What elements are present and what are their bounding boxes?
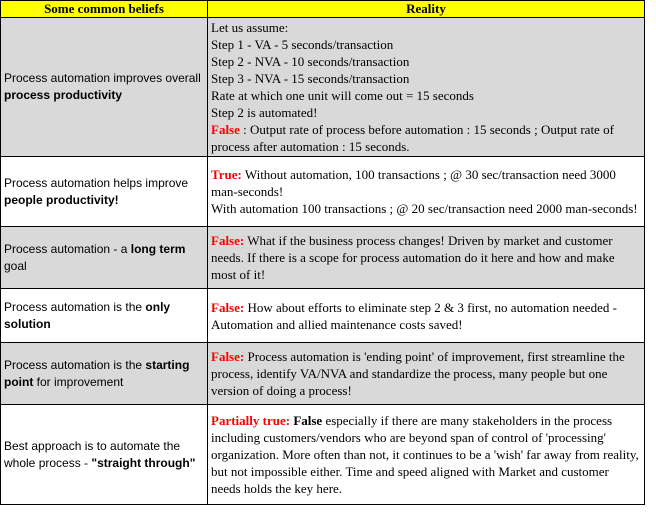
reality-text: : Output rate of process before automation : 15 seconds ; Output rate of process after automation : 15 seconds. xyxy=(211,122,614,154)
verdict-emphasis: False xyxy=(290,413,323,428)
table-row xyxy=(1,18,645,157)
table-row xyxy=(1,289,645,343)
reality-cell xyxy=(208,227,645,289)
verdict-label: False: xyxy=(211,349,245,364)
belief-emphasis: only solution xyxy=(4,299,171,331)
belief-text: Process automation is the xyxy=(4,357,146,372)
reality-line: Step 2 is automated! xyxy=(211,105,318,120)
reality-cell xyxy=(208,289,645,343)
belief-emphasis: long term xyxy=(130,241,186,256)
reality-text: Without automation, 100 transactions ; @ 30 sec/transaction need 3000 man-seconds! xyxy=(211,167,616,199)
table-row xyxy=(1,227,645,289)
reality-text: Process automation is 'ending point' of improvement, first streamline the process, identify VA/NVA and standardize the process, many people but one version of doing a process! xyxy=(211,349,625,398)
verdict-label: Partially true: xyxy=(211,413,291,428)
belief-text: Process automation improves overall xyxy=(4,71,201,85)
reality-line: Step 3 - NVA - 15 seconds/transaction xyxy=(211,71,410,86)
reality-cell xyxy=(208,405,645,505)
verdict-label: True: xyxy=(211,167,242,182)
belief-text: Process automation helps improve xyxy=(4,175,189,190)
table-row xyxy=(1,343,645,405)
reality-text: How about efforts to eliminate step 2 & 3 first, no automation needed - Automation and allied maintenance costs saved! xyxy=(211,299,617,332)
belief-cell xyxy=(1,18,208,157)
belief-text: Process automation - a xyxy=(4,241,131,256)
belief-emphasis: people productivity! xyxy=(4,192,119,207)
table-row xyxy=(1,157,645,227)
reality-line: Step 2 - NVA - 10 seconds/transaction xyxy=(211,54,410,69)
verdict-label: False xyxy=(211,122,240,137)
reality-cell xyxy=(208,18,645,157)
belief-cell xyxy=(1,405,208,505)
belief-text: for improvement xyxy=(33,374,124,389)
reality-text: With automation 100 transactions ; @ 20 sec/transaction need 2000 man-seconds! xyxy=(211,201,638,216)
reality-line: Rate at which one unit will come out = 15 seconds xyxy=(211,88,474,103)
table-row xyxy=(1,405,645,505)
belief-emphasis: "straight through" xyxy=(91,455,196,470)
belief-text: Best approach is to automate the whole process - xyxy=(4,438,181,470)
reality-cell xyxy=(208,343,645,405)
verdict-label: False: xyxy=(211,299,245,315)
reality-cell xyxy=(208,157,645,227)
belief-text: goal xyxy=(4,258,27,273)
belief-emphasis: process productivity xyxy=(4,88,123,102)
belief-text: Process automation is the xyxy=(4,299,146,314)
reality-text: What if the business process changes! Driven by market and customer needs. If there is a scope for process automation do it here and how and make most of it! xyxy=(211,233,615,282)
belief-emphasis: starting point xyxy=(4,357,190,389)
reality-line: Let us assume: xyxy=(211,20,289,35)
header-reality: Reality xyxy=(208,1,645,18)
reality-line: Step 1 - VA - 5 seconds/transaction xyxy=(211,37,394,52)
belief-cell xyxy=(1,157,208,227)
header-beliefs: Some common beliefs xyxy=(1,1,208,18)
reality-text: especially if there are many stakeholders in the process including customers/vendors who are beyond span of control of 'processing' organization. More often than not, it continues to be a 'wish' far away from reality, but not impossible either. Time and speed aligned with Market and customer needs holds the key here. xyxy=(211,413,639,496)
belief-cell xyxy=(1,289,208,343)
verdict-label: False: xyxy=(211,233,245,248)
belief-cell xyxy=(1,343,208,405)
belief-cell xyxy=(1,227,208,289)
header-row xyxy=(1,1,645,18)
